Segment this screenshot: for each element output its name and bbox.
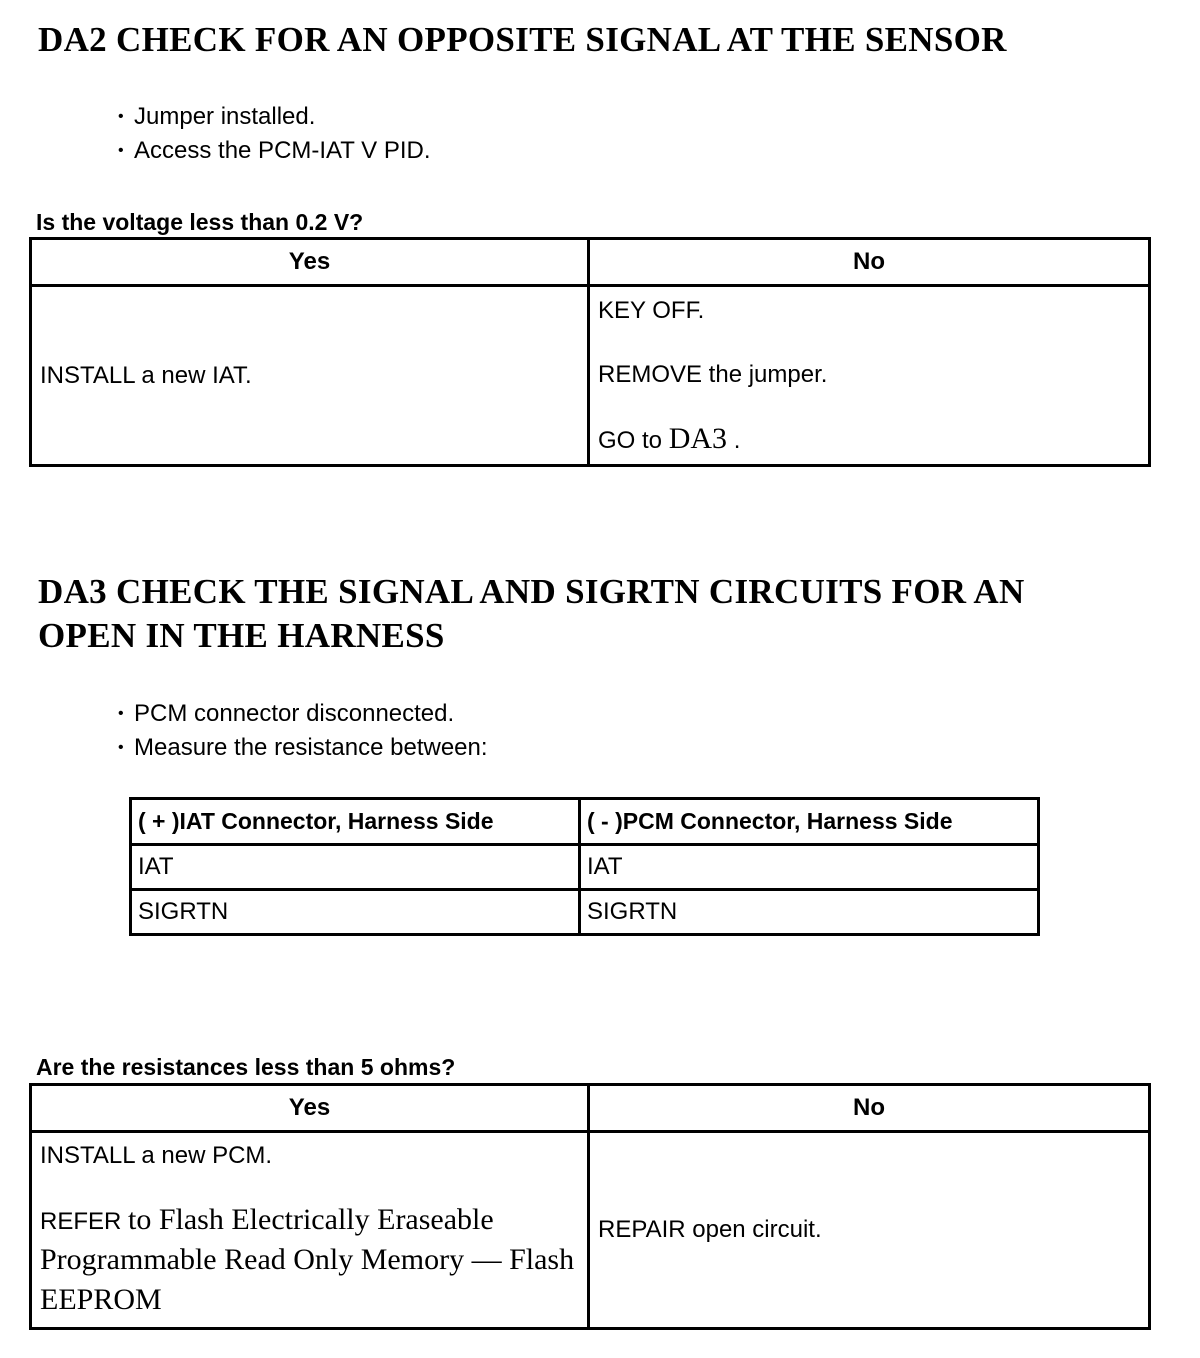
da3-question: Are the resistances less than 5 ohms?: [36, 1054, 456, 1080]
da3-refer-line: [40, 1201, 579, 1321]
da3-no-cell: [589, 1132, 1150, 1329]
da3-bullet-item: • Measure the resistance between:: [118, 731, 488, 765]
measure-cell: IAT: [580, 845, 1039, 890]
da2-goto-line: [598, 421, 1140, 456]
measure-header-negative: ( - )PCM Connector, Harness Side: [580, 799, 1039, 845]
da2-no-line: KEY OFF.: [598, 296, 705, 324]
da3-bullet-list: [118, 697, 488, 765]
da2-no-header: No: [589, 239, 1150, 286]
da2-goto-da3-link[interactable]: DA3: [668, 421, 728, 455]
da2-goto-suffix: .: [733, 426, 741, 454]
da2-question: Is the voltage less than 0.2 V?: [36, 209, 364, 235]
da2-bullet-item: • Access the PCM-IAT V PID.: [118, 134, 431, 168]
da2-yes-header: Yes: [31, 239, 589, 286]
measure-header-positive: ( + )IAT Connector, Harness Side: [131, 799, 580, 845]
da2-yes-text: INSTALL a new IAT.: [40, 361, 252, 389]
measure-cell: SIGRTN: [131, 890, 580, 935]
da3-refer-prefix: REFER: [40, 1208, 122, 1235]
da2-yes-cell: [31, 286, 589, 466]
da3-bullet-item: • PCM connector disconnected.: [118, 697, 488, 731]
da3-yes-header: Yes: [31, 1085, 589, 1132]
flash-eeprom-link[interactable]: to Flash Electrically Eraseable Programmable Read Only Memory — Flash EEPROM: [40, 1203, 575, 1316]
da2-goto-prefix: GO to: [598, 426, 663, 454]
table-row: [131, 845, 1039, 890]
da2-no-cell: [589, 286, 1150, 466]
measure-cell: SIGRTN: [580, 890, 1039, 935]
da2-heading: DA2 CHECK FOR AN OPPOSITE SIGNAL AT THE SENSOR: [38, 20, 1007, 59]
da3-measurement-table: [129, 797, 1040, 936]
da3-no-header: No: [589, 1085, 1150, 1132]
da2-bullet-list: [118, 100, 431, 168]
da2-yes-no-table: [29, 237, 1151, 467]
da3-yes-no-table: [29, 1083, 1151, 1330]
da3-heading-line2: OPEN IN THE HARNESS: [38, 616, 445, 655]
table-row: [131, 890, 1039, 935]
da3-yes-cell: [31, 1132, 589, 1329]
da2-bullet-item: • Jumper installed.: [118, 100, 431, 134]
da3-no-text: REPAIR open circuit.: [598, 1216, 822, 1243]
measure-cell: IAT: [131, 845, 580, 890]
da3-yes-line: INSTALL a new PCM.: [40, 1142, 273, 1169]
da3-heading-line1: DA3 CHECK THE SIGNAL AND SIGRTN CIRCUITS FOR AN: [38, 572, 1025, 611]
da2-no-line: REMOVE the jumper.: [598, 360, 828, 388]
